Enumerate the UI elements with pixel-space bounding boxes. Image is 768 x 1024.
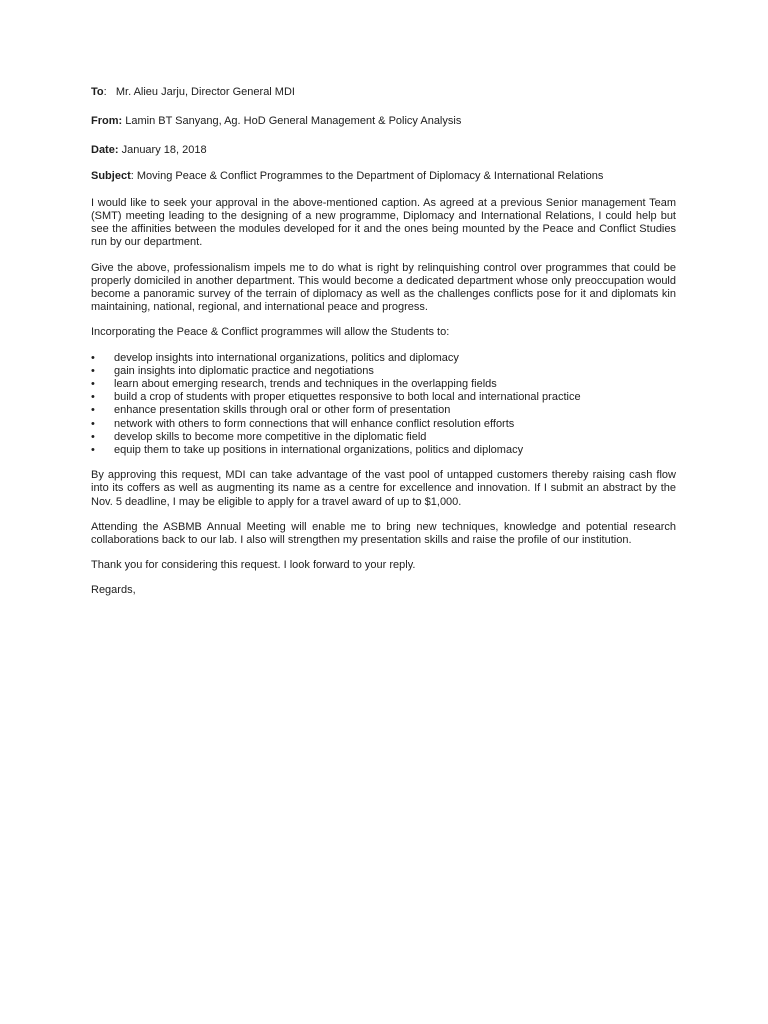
list-item-text: network with others to form connections that will enhance conflict resolution efforts [114,417,515,430]
subject-value: Moving Peace & Conflict Programmes to the Department of Diplomacy & International Relations [136,169,604,182]
list-item [91,365,676,378]
bullet-icon: • [91,404,95,417]
date-label: Date: [91,144,119,157]
to-label: To [91,86,104,98]
closing-line: Regards, [91,584,136,597]
list-item-text: develop skills to become more competitive in the diplomatic field [114,430,427,443]
list-item [91,431,676,444]
list-item [91,404,676,417]
from-value: Lamin BT Sanyang, Ag. HoD General Management & Policy Analysis [125,115,462,128]
list-item [91,352,676,365]
bullet-icon: • [91,391,95,404]
to-value: Mr. Alieu Jarju, Director General MDI [115,86,295,98]
body-paragraph-3: Incorporating the Peace & Conflict programmes will allow the Students to: [91,326,450,339]
list-item [91,391,676,404]
bullet-icon: • [91,444,95,457]
bullet-icon: • [91,417,95,430]
list-item-text: build a crop of students with proper etiquettes responsive to both local and international practice [114,391,581,404]
body-paragraph-1: I would like to seek your approval in the above-mentioned caption. As agreed at a previous Senior management Team (SMT) meeting leading to the designing of a new programme, Diplomacy and International Relations, I could help but see the affinities between the modules developed for it and the ones being mounted by the Peace and Conflict Studies run by our department. [91,196,676,249]
benefits-list [91,352,676,458]
memo-subject-line: Subject: Moving Peace & Conflict Programmes to the Department of Diplomacy & International Relations [91,169,604,182]
date-value: January 18, 2018 [121,144,207,157]
list-item [91,418,676,431]
memo-page [91,86,676,610]
body-paragraph-2: Give the above, professionalism impels me to do what is right by relinquishing control over programmes that could be properly domiciled in another department. This would become a dedicated department whose only preoccupation would become a panoramic survey of the terrain of diplomacy as well as the challenges conflicts pose for it and diplomats kin maintaining, national, regional, and international peace and progress. [91,261,676,314]
body-paragraph-4: By approving this request, MDI can take advantage of the vast pool of untapped customers thereby raising cash flow into its coffers as well as augmenting its name as a centre for excellence and innovation. If I submit an abstract by the Nov. 5 deadline, I may be eligible to apply for a travel award of up to $1,000. [91,469,676,508]
subject-label: Subject [91,169,131,182]
list-item [91,378,676,391]
body-paragraph-5: Attending the ASBMB Annual Meeting will enable me to bring new techniques, knowledge and potential research collaborations back to our lab. I also will strengthen my presentation skills and raise the profile of our institution. [91,520,676,547]
list-item-text: enhance presentation skills through oral or other form of presentation [114,404,451,417]
from-label: From: [91,115,123,128]
bullet-icon: • [91,430,95,443]
list-item-text: learn about emerging research, trends and techniques in the overlapping fields [114,378,497,391]
list-item-text: develop insights into international organizations, politics and diplomacy [114,351,459,364]
memo-to-line: To: Mr. Alieu Jarju, Director General MDI [91,86,295,98]
body-paragraph-6: Thank you for considering this request. I look forward to your reply. [91,559,416,572]
list-item [91,444,676,457]
bullet-icon: • [91,378,95,391]
memo-from-line [91,115,676,128]
memo-date-line [91,144,676,157]
bullet-icon: • [91,364,95,377]
list-item-text: gain insights into diplomatic practice and negotiations [114,364,374,377]
list-item-text: equip them to take up positions in international organizations, politics and diplomacy [114,444,524,457]
bullet-icon: • [91,351,95,364]
